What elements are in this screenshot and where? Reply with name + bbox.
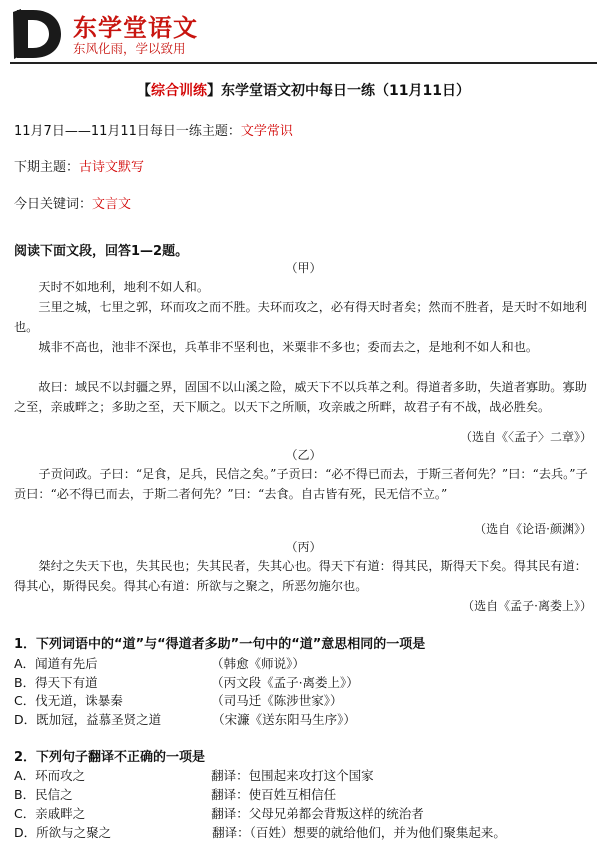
jia-paragraph-4: 故曰：域民不以封疆之界，固国不以山溪之险，威天下不以兵革之利。得道者多助，失道者寡助。寡助之至，亲戚畔之；多助之至，天下顺之。以天下之所顺，攻亲戚之所畔，故君子有不战，战必胜矣。 — [14, 380, 587, 414]
jia-paragraph-3: 城非不高也，池非不深也，兵革非不坚利也，米粟非不多也；委而去之，是地利不如人和也。 — [38, 340, 539, 354]
bing-paragraph: 桀纣之失天下也，失其民也；失其民者，失其心也。得天下有道：得其民，斯得天下矣。得其民有道：得其心，斯得民矣。得其心有道：所欲与之聚之，所恶勿施尔也。 — [14, 559, 587, 593]
brand-slogan: 东风化雨，学以致用 — [73, 41, 186, 56]
next-theme-value: 古诗文默写 — [79, 160, 145, 175]
question-1-option-b: B．得天下有道 （丙文段《孟子·离娄上》） — [14, 675, 359, 690]
question-2-option-d: D．所欲与之聚之 翻译：（百姓）想要的就给他们，并为他们聚集起来。 — [14, 825, 506, 840]
section-jia-label: （甲） — [285, 261, 322, 275]
question-2-stem: 2．下列句子翻译不正确的一项是 — [14, 750, 206, 765]
yi-paragraph: 子贡问政。子曰：“足食，足兵，民信之矣。”子贡曰：“必不得已而去，于斯三者何先？”曰：“去兵。”子贡曰：“必不得已而去，于斯二者何先？”曰：“去食。自古皆有死，民无信不立。” — [14, 467, 588, 501]
question-1-option-d: D．既加冠，益慕圣贤之道 （宋濂《送东阳马生序》） — [14, 712, 356, 727]
keyword-line: 今日关键词：文言文 — [14, 197, 132, 212]
question-2-option-c: C．亲戚畔之 翻译：父母兄弟都会背叛这样的统治者 — [14, 806, 424, 821]
question-1-option-a: A．闻道有先后 （韩愈《师说》） — [14, 656, 305, 671]
bing-source: （选自《孟子·离娄上》） — [462, 599, 592, 613]
section-bing-label: （丙） — [285, 540, 322, 554]
jia-paragraph-2: 三里之城，七里之郭，环而攻之而不胜。夫环而攻之，必有得天时者矣；然而不胜者，是天时不如地利也。 — [14, 300, 587, 334]
title-tag: 综合训练 — [151, 83, 208, 99]
question-2-option-a: A．环而攻之 翻译：包围起来攻打这个国家 — [14, 768, 374, 783]
question-2-option-b: B．民信之 翻译：使百姓互相信任 — [14, 787, 337, 802]
theme-value: 文学常识 — [240, 124, 293, 139]
question-1-option-c: C．伐无道，诛暴秦 （司马迁《陈涉世家》） — [14, 693, 343, 708]
reading-instruction: 阅读下面文段，回答1—2题。 — [14, 244, 189, 259]
logo-d-brushstroke-icon — [11, 6, 63, 60]
brand-name: 东学堂语文 — [73, 13, 198, 42]
keyword-value: 文言文 — [92, 197, 132, 212]
header-divider — [10, 62, 597, 64]
next-theme-line: 下期主题：古诗文默写 — [14, 160, 145, 175]
jia-paragraph-1: 天时不如地利，地利不如人和。 — [38, 280, 210, 294]
yi-source: （选自《论语·颜渊》） — [474, 522, 592, 536]
question-1-stem: 1．下列词语中的“道”与“得道者多助”一句中的“道”意思相同的一项是 — [14, 637, 426, 652]
theme-line: 11月7日——11月11日每日一练主题：文学常识 — [14, 124, 293, 139]
section-yi-label: （乙） — [285, 448, 322, 462]
page-title: 【综合训练】东学堂语文初中每日一练（11月11日） — [137, 83, 470, 99]
jia-source: （选自《〈孟子〉二章》） — [459, 430, 592, 444]
